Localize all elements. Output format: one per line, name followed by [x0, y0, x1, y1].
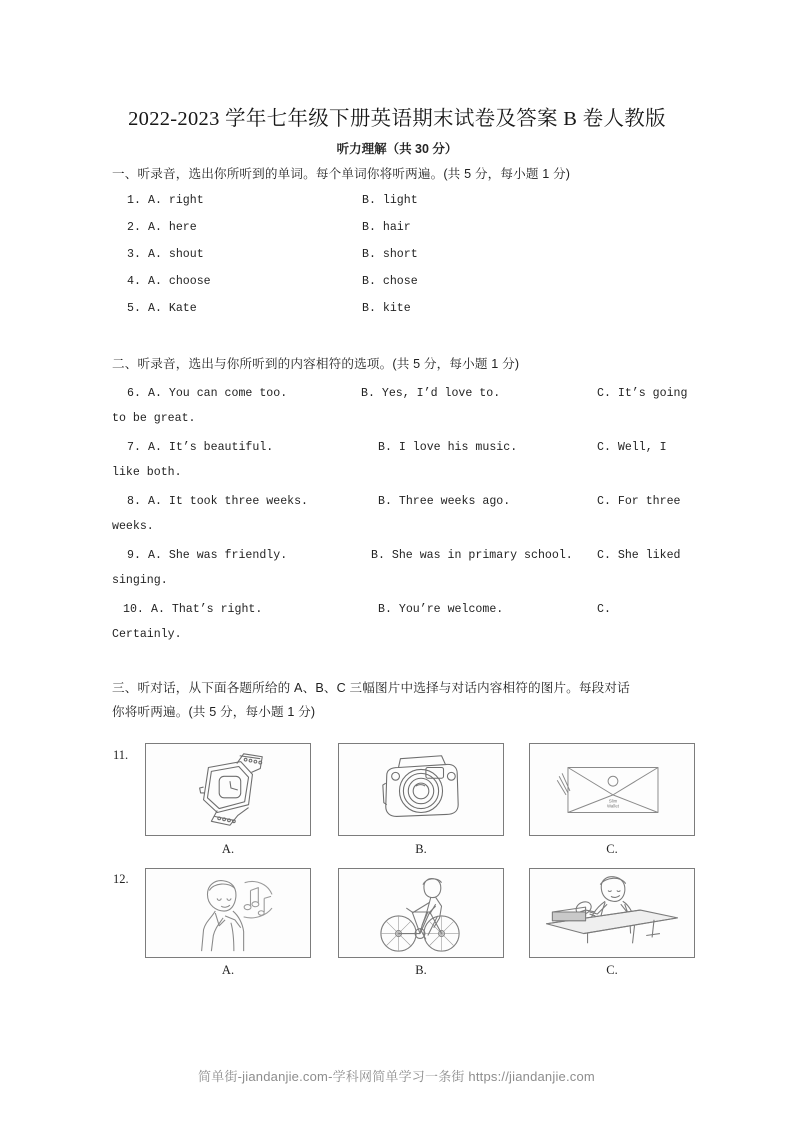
option-c-6-wrap: to be great. — [112, 412, 196, 425]
option-b-7[interactable]: B. I love his music. — [378, 441, 518, 454]
page-title: 2022-2023 学年七年级下册英语期末试卷及答案 B 卷人教版 — [128, 108, 666, 130]
option-b-1[interactable]: B. light — [362, 194, 418, 207]
question-row-9 — [127, 547, 141, 565]
picture-caption-11-c: C. — [606, 842, 618, 856]
option-b-8[interactable]: B. Three weeks ago. — [378, 495, 511, 508]
question-number: 6. — [127, 387, 141, 400]
question-number: 7. — [127, 441, 141, 454]
option-a-10[interactable]: A. That’s right. — [151, 603, 263, 616]
section-3-heading-line2: 你将听两遍。(共 5 分，每小题 1 分) — [112, 705, 316, 719]
option-b-6[interactable]: B. Yes, I’d love to. — [361, 387, 501, 400]
question-row-7 — [127, 439, 141, 457]
question-row-4 — [127, 273, 141, 291]
option-c-6[interactable]: C. It’s going — [597, 387, 688, 400]
option-a-7[interactable]: A. It’s beautiful. — [148, 441, 274, 454]
question-number: 3. — [127, 248, 141, 261]
question-number: 2. — [127, 221, 141, 234]
camera-icon — [339, 744, 503, 835]
question-number: 9. — [127, 549, 141, 562]
option-b-2[interactable]: B. hair — [362, 221, 411, 234]
option-c-10[interactable]: C. — [597, 603, 611, 616]
svg-text:Wallet: Wallet — [606, 803, 620, 809]
picture-question-number-12: 12. — [113, 872, 129, 886]
option-c-7-wrap: like both. — [112, 466, 182, 479]
option-b-3[interactable]: B. short — [362, 248, 418, 261]
option-a-1[interactable]: A. right — [148, 194, 204, 207]
question-row-3 — [127, 246, 141, 264]
section-2-heading: 二、听录音，选出与你所听到的内容相符的选项。(共 5 分，每小题 1 分) — [112, 357, 520, 371]
question-row-2 — [127, 219, 141, 237]
option-b-10[interactable]: B. You’re welcome. — [378, 603, 504, 616]
section-1-heading: 一、听录音，选出你所听到的单词。每个单词你将听两遍。(共 5 分，每小题 1 分) — [112, 167, 571, 181]
wristwatch-icon — [146, 744, 310, 835]
option-c-8[interactable]: C. For three — [597, 495, 681, 508]
option-b-9[interactable]: B. She was in primary school. — [371, 549, 573, 562]
section-3-heading-line1: 三、听对话，从下面各题所给的 A、B、C 三幅图片中选择与对话内容相符的图片。每段对话 — [112, 681, 630, 695]
option-a-3[interactable]: A. shout — [148, 248, 204, 261]
person-singing-icon — [146, 869, 310, 957]
option-a-8[interactable]: A. It took three weeks. — [148, 495, 309, 508]
question-row-6 — [127, 385, 141, 403]
page-subtitle: 听力理解（共 30 分） — [336, 142, 458, 156]
picture-caption-12-b: B. — [415, 963, 427, 977]
option-a-2[interactable]: A. here — [148, 221, 197, 234]
footer-watermark: 简单街-jiandanjie.com-学科网简单学习一条街 https://jiandanjie.com — [198, 1069, 595, 1084]
option-c-7[interactable]: C. Well, I — [597, 441, 667, 454]
person-cycling-icon — [339, 869, 503, 957]
picture-option-11-c[interactable] — [529, 743, 695, 836]
question-row-1 — [127, 192, 141, 210]
question-row-8 — [127, 493, 141, 511]
svg-text:Slim: Slim — [608, 798, 618, 804]
question-number: 4. — [127, 275, 141, 288]
option-a-5[interactable]: A. Kate — [148, 302, 197, 315]
picture-caption-12-c: C. — [606, 963, 618, 977]
picture-option-12-a[interactable] — [145, 868, 311, 958]
picture-caption-11-b: B. — [415, 842, 427, 856]
question-row-5 — [127, 300, 141, 318]
option-b-4[interactable]: B. chose — [362, 275, 418, 288]
picture-option-12-c[interactable] — [529, 868, 695, 958]
option-a-6[interactable]: A. You can come too. — [148, 387, 288, 400]
option-c-10-wrap: Certainly. — [112, 628, 182, 641]
picture-option-12-b[interactable] — [338, 868, 504, 958]
option-b-5[interactable]: B. kite — [362, 302, 411, 315]
person-table-tennis-icon — [530, 869, 694, 957]
picture-question-number-11: 11. — [113, 748, 129, 762]
question-row-10 — [123, 601, 144, 619]
question-number: 1. — [127, 194, 141, 207]
option-c-8-wrap: weeks. — [112, 520, 154, 533]
picture-option-11-a[interactable] — [145, 743, 311, 836]
option-c-9-wrap: singing. — [112, 574, 168, 587]
picture-caption-12-a: A. — [221, 963, 235, 977]
option-a-4[interactable]: A. choose — [148, 275, 211, 288]
question-number: 8. — [127, 495, 141, 508]
question-number: 5. — [127, 302, 141, 315]
wallet-icon — [530, 744, 694, 835]
option-c-9[interactable]: C. She liked — [597, 549, 681, 562]
question-number: 10. — [123, 603, 144, 616]
picture-caption-11-a: A. — [221, 842, 235, 856]
option-a-9[interactable]: A. She was friendly. — [148, 549, 288, 562]
picture-option-11-b[interactable] — [338, 743, 504, 836]
